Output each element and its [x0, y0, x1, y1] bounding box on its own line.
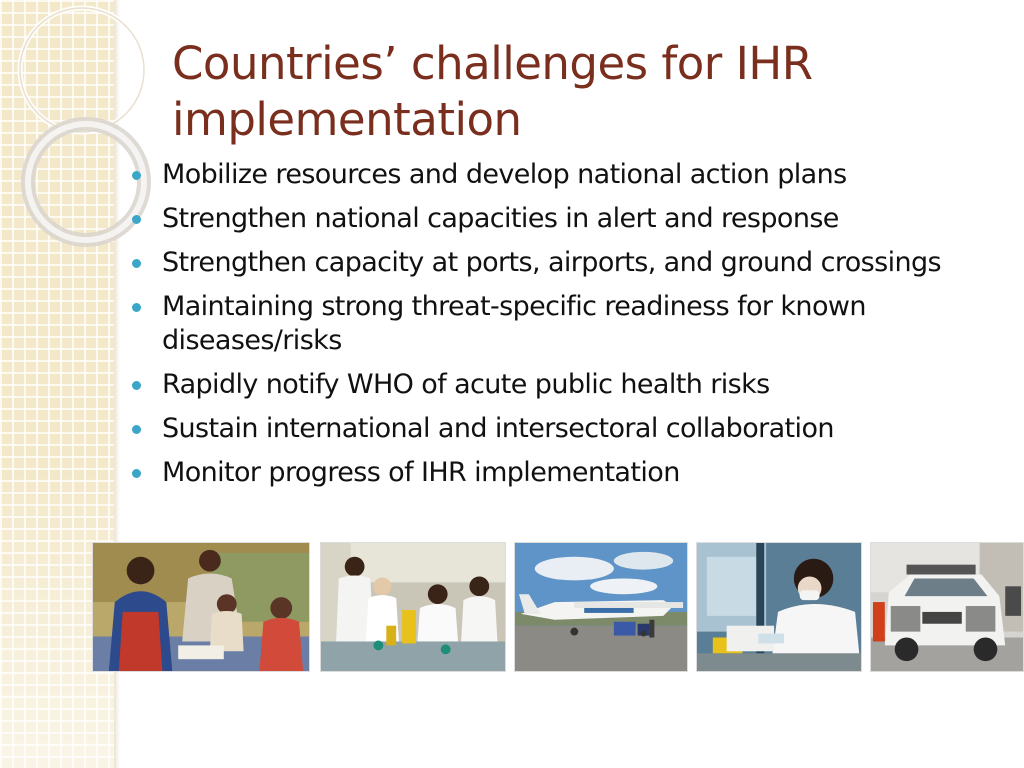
bullet-dot-icon: [132, 171, 141, 180]
airplane-on-airstrip-photo: [514, 542, 688, 672]
bullet-text: Strengthen national capacities in alert and response: [162, 203, 839, 234]
bullet-dot-icon: [132, 469, 141, 478]
nurse-with-children-photo: [92, 542, 310, 672]
slide-title: Countries’ challenges for IHR implementation: [172, 37, 813, 146]
bullet-dot-icon: [132, 259, 141, 268]
lab-technician-with-mask-photo: [696, 542, 862, 672]
laboratory-workers-photo: [320, 542, 506, 672]
bullet-text: Sustain international and intersectoral collaboration: [162, 413, 834, 444]
bullet-item: [130, 290, 1020, 358]
bullet-dot-icon: [132, 381, 141, 390]
bullet-dot-icon: [132, 215, 141, 224]
bullet-text: Rapidly notify WHO of acute public health risks: [162, 369, 770, 400]
bullet-text: Strengthen capacity at ports, airports, and ground crossings: [162, 247, 941, 278]
bullet-item: [130, 202, 1020, 236]
bullet-item: [130, 456, 1020, 490]
bullet-text: Mobilize resources and develop national action plans: [162, 159, 847, 190]
bullet-item: [130, 412, 1020, 446]
bullet-item: [130, 158, 1020, 192]
photo-strip: [92, 542, 1024, 674]
response-vehicle-photo: [870, 542, 1024, 672]
bullet-item: [130, 246, 1020, 280]
bullet-dot-icon: [132, 303, 141, 312]
bullet-item: [130, 368, 1020, 402]
bullet-list: [130, 158, 1020, 500]
bullet-text: Maintaining strong threat-specific readiness for known diseases/risks: [162, 291, 866, 356]
bullet-dot-icon: [132, 425, 141, 434]
bullet-text: Monitor progress of IHR implementation: [162, 457, 680, 488]
